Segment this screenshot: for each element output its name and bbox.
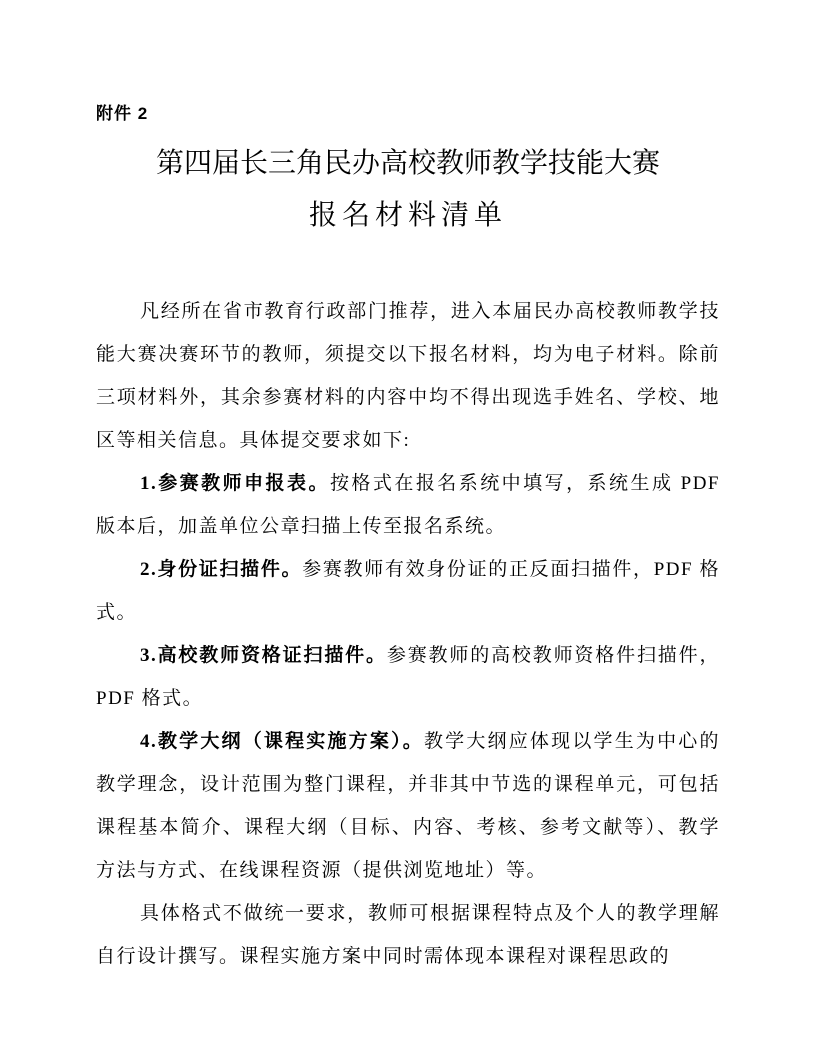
item-paragraph-1 <box>96 462 720 548</box>
closing-paragraph: 具体格式不做统一要求，教师可根据课程特点及个人的教学理解自行设计撰写。课程实施方案中同时需体现本课程对课程思政的 <box>96 903 720 967</box>
item-4-text: 教学大纲应体现以学生为中心的教学理念，设计范围为整门课程，并非其中节选的课程单元，可包括课程基本简介、课程大纲（目标、内容、考核、参考文献等）、教学方法与方式、在线课程资源（提供浏览地址）等。 <box>96 731 720 881</box>
attachment-label: 附件 2 <box>96 104 149 123</box>
item-paragraph-2 <box>96 548 720 634</box>
item-3-text: 参赛教师的高校教师资格件扫描件，PDF 格式。 <box>96 645 720 709</box>
item-2-text: 参赛教师有效身份证的正反面扫描件，PDF 格式。 <box>96 559 720 623</box>
item-4-label: 4.教学大纲（课程实施方案）。 <box>140 731 424 752</box>
title-line-1: 第四届长三角民办高校教师教学技能大赛 <box>155 148 660 179</box>
title-line-2: 报名材料清单 <box>308 200 507 231</box>
item-3-label: 3.高校教师资格证扫描件。 <box>140 645 387 666</box>
item-1-label: 1.参赛教师申报表。 <box>140 473 330 494</box>
item-1-text: 按格式在报名系统中填写，系统生成 PDF 版本后，加盖单位公章扫描上传至报名系统。 <box>96 473 720 537</box>
intro-paragraph: 凡经所在省市教育行政部门推荐，进入本届民办高校教师教学技能大赛决赛环节的教师，须提交以下报名材料，均为电子材料。除前三项材料外，其余参赛材料的内容中均不得出现选手姓名、学校、地区等相关信息。具体提交要求如下: <box>96 301 720 451</box>
item-paragraph-3 <box>96 634 720 720</box>
item-2-label: 2.身份证扫描件。 <box>140 559 303 580</box>
item-paragraph-4 <box>96 720 720 892</box>
document-title <box>96 138 720 242</box>
